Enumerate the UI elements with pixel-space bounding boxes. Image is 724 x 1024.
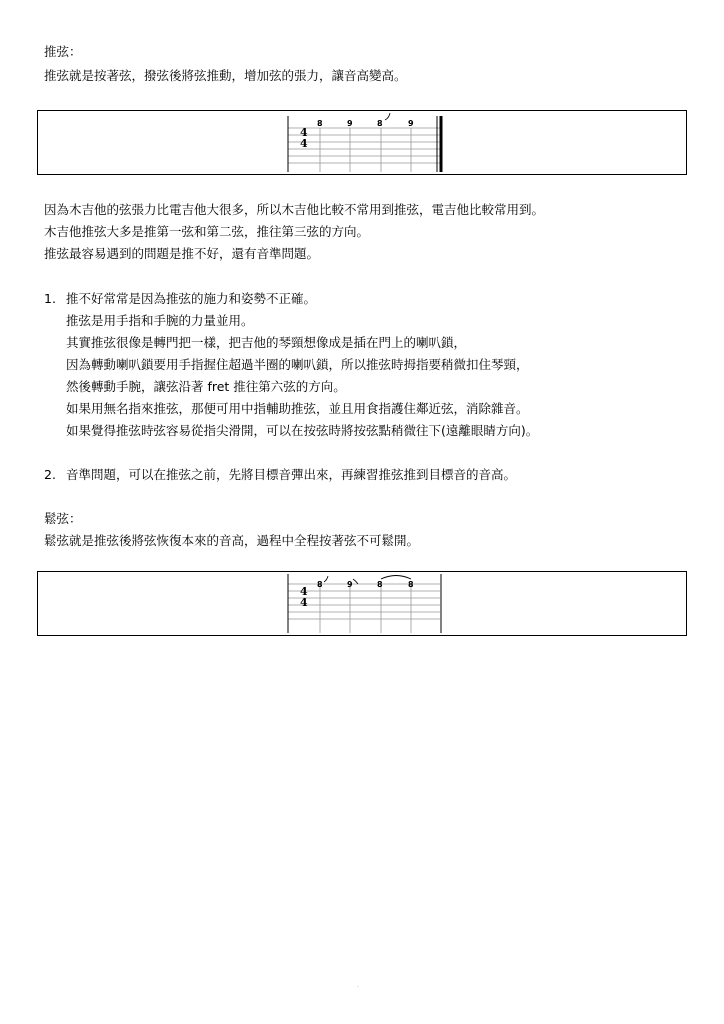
tab-note: 9	[408, 119, 414, 128]
tab-note: 9	[347, 580, 353, 589]
bend-arrow-icon	[385, 113, 390, 120]
hold-tie-icon	[381, 576, 411, 580]
tab-note: 8	[317, 580, 323, 589]
time-signature-top: 4	[300, 126, 308, 139]
tab-note: 9	[347, 119, 353, 128]
list-item-line: 音準問題，可以在推弦之前，先將目標音彈出來，再練習推弦推到目標音的音高。	[66, 467, 517, 482]
paragraph-line: 推弦最容易遇到的問題是推不好，還有音準問題。	[44, 246, 320, 261]
bend-description: 推弦就是按著弦，撥弦後將弦推動，增加弦的張力，讓音高變高。	[44, 68, 407, 83]
bend-title: 推弦：	[44, 44, 82, 59]
list-item-line: 如果覺得推弦時弦容易從指尖滑開，可以在按弦時將按弦點稍微往下(遠離眼睛方向)。	[66, 423, 539, 438]
list-item-line: 其實推弦很像是轉門把一樣，把吉他的琴頸想像成是插在門上的喇叭鎖，	[66, 335, 467, 350]
tab-staff-svg	[38, 572, 688, 637]
list-item-line: 因為轉動喇叭鎖要用手指握住超過半圈的喇叭鎖，所以推弦時拇指要稍微扣住琴頸，	[66, 357, 529, 372]
list-item-line: 然後轉動手腕，讓弦沿著 fret 推往第六弦的方向。	[66, 379, 346, 394]
tab-note: 8	[377, 580, 383, 589]
paragraph-line: 木吉他推弦大多是推第一弦和第二弦，推往第三弦的方向。	[44, 224, 370, 239]
release-title: 鬆弦：	[44, 511, 82, 526]
tab-note: 8	[408, 580, 414, 589]
tab-staff-bend	[37, 110, 687, 175]
bend-arrow-icon	[324, 576, 328, 582]
release-description: 鬆弦就是推弦後將弦恢復本來的音高，過程中全程按著弦不可鬆開。	[44, 533, 420, 548]
tab-staff-release	[37, 571, 687, 636]
list-number: 2.	[44, 467, 56, 482]
list-item-line: 推不好常常是因為推弦的施力和姿勢不正確。	[66, 291, 317, 306]
release-arrow-icon	[353, 579, 358, 584]
paragraph-line: 因為木吉他的弦張力比電吉他大很多，所以木吉他比較不常用到推弦，電吉他比較常用到。	[44, 202, 545, 217]
tab-note: 8	[377, 119, 383, 128]
list-number: 1.	[44, 291, 56, 306]
tab-staff-svg	[38, 111, 688, 176]
time-signature-bottom: 4	[300, 137, 308, 150]
time-signature-top: 4	[300, 585, 308, 598]
tab-note: 8	[317, 119, 323, 128]
list-item-line: 推弦是用手指和手腕的力量並用。	[66, 313, 254, 328]
page-footer-mark: ·	[357, 984, 359, 991]
time-signature-bottom: 4	[300, 596, 308, 609]
list-item-line: 如果用無名指來推弦，那便可用中指輔助推弦，並且用食指護住鄰近弦，消除雜音。	[66, 401, 529, 416]
